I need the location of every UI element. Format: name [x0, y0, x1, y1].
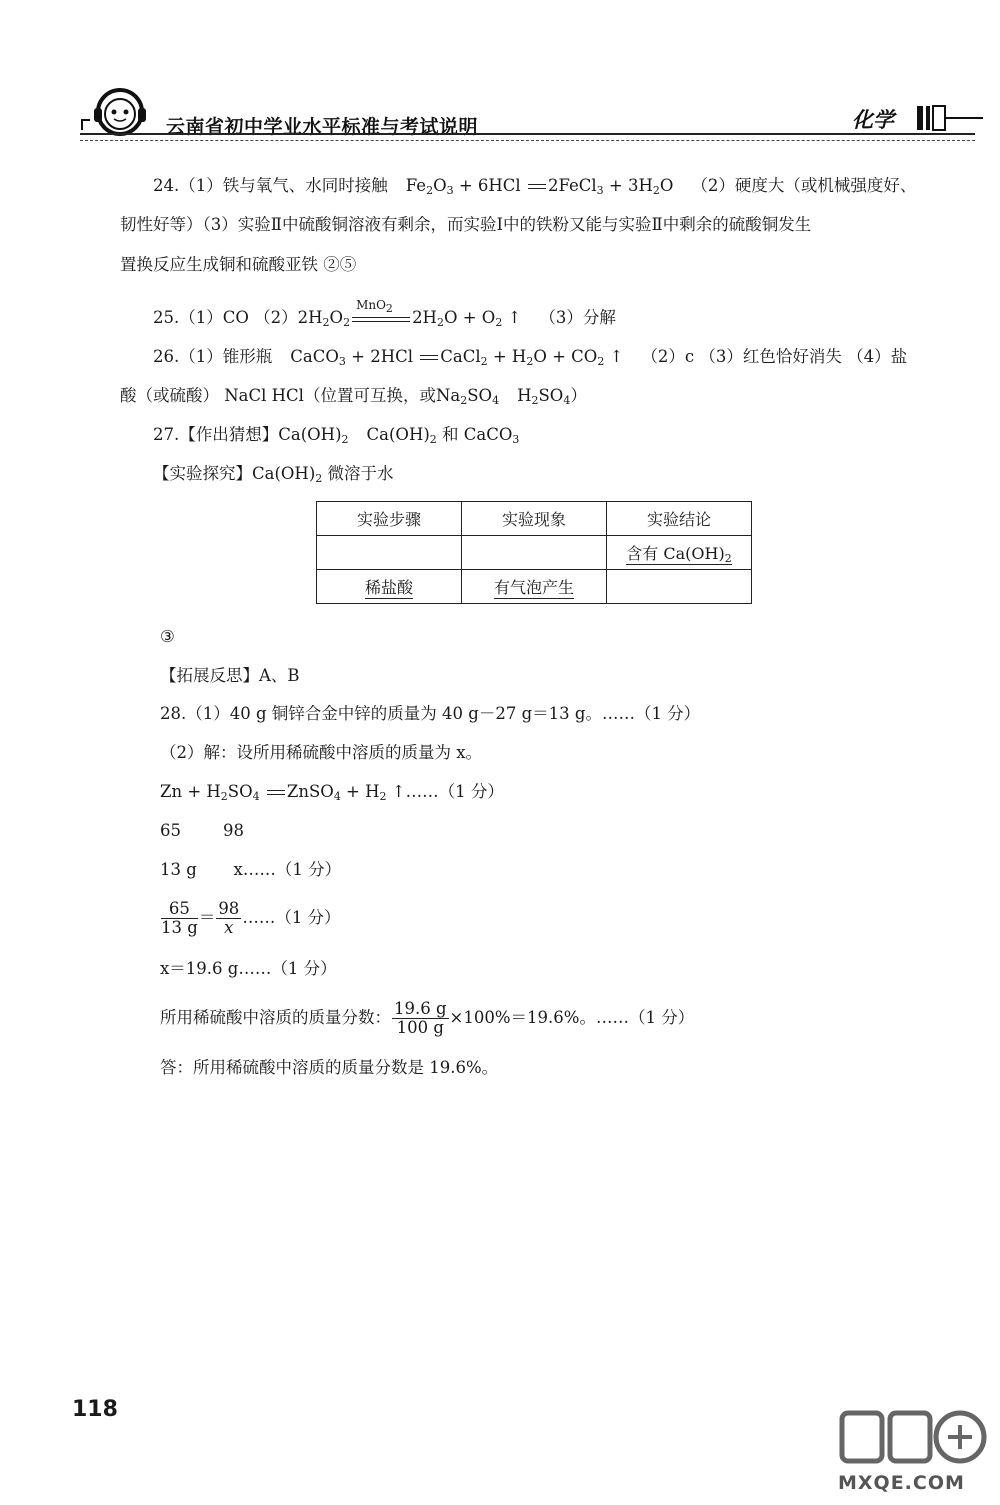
- q28-result: x＝19.6 g……（1 分）: [160, 959, 337, 978]
- q27-explore: 【实验探究】$Ca(OH)_2$ 微溶于水: [153, 464, 394, 485]
- header-rule: [80, 133, 975, 135]
- table-cell: [607, 570, 752, 604]
- q27-answer: ③: [160, 627, 175, 646]
- table-row: [317, 536, 752, 570]
- experiment-table: [316, 501, 752, 604]
- q25-line: 25.（1）CO $(2)2H_2O_2$ MnO$_2$ $2H_2O + O_2$ ↑ （3）分解: [153, 297, 616, 329]
- watermark-text: MXQE.COM: [838, 1472, 965, 1494]
- book-title: 云南省初中学业水平标准与考试说明: [166, 116, 479, 138]
- q28-molar-masses: 65 98: [160, 821, 244, 840]
- q28-equation: $Zn + H_2SO_4$ ZnSO$_4$ + $H_2$ ↑……（1 分）: [160, 782, 504, 803]
- q24-line-2: 韧性好等）（3）实验Ⅱ中硫酸铜溶液有剩余，而实验Ⅰ中的铁粉又能与实验Ⅱ中剩余的硫酸铜发生: [120, 215, 812, 234]
- header-dashed-rule: [80, 140, 975, 141]
- book-icon: [915, 98, 985, 138]
- q27-conjecture: 27.【作出猜想】$Ca(OH)_2$ $Ca(OH)_2$ 和 CaCO$_3$: [153, 425, 520, 446]
- subject-label: 化学: [852, 108, 894, 132]
- table-cell: [317, 536, 462, 570]
- q27-reflect: 【拓展反思】A、B: [160, 666, 300, 685]
- table-header-row: [317, 502, 752, 536]
- q24-line-1: 24.（1）铁与氧气、水同时接触 $Fe_2O_3 + 6HCl$ 2FeCl$_3$ + $3H_2O$ （2）硬度大（或机械强度好、: [153, 176, 917, 197]
- q28-part-1: 28.（1）40 g 铜锌合金中锌的质量为 40 g－27 g＝13 g。……（1 分）: [160, 704, 701, 723]
- q28-fraction-line: 所用稀硫酸中溶质的质量分数： $\frac{19.6 g}{100 g}$ ×100%＝19.6%。……（1 分）: [160, 999, 695, 1037]
- table-header-cell: 实验现象: [462, 502, 607, 536]
- fraction: $\frac{65}{13 g}$: [161, 899, 198, 937]
- catalyst-arrow: MnO$_2$: [352, 308, 410, 330]
- page-header: [80, 78, 980, 148]
- q28-part-2: （2）解：设所用稀硫酸中溶质的质量为 x。: [160, 743, 483, 762]
- table-cell: [462, 536, 607, 570]
- q26-line-2: 酸（或硫酸） NaCl HCl（位置可互换，或$Na_2SO_4$ $H_2SO_4$）: [120, 386, 587, 407]
- q28-answer: 答：所用稀硫酸中溶质的质量分数是 19.6%。: [160, 1058, 499, 1077]
- q26-line-1: 26.（1）锥形瓶 CaCO$_3$ + 2HCl CaCl$_2$ + $H_2O + CO_2$ ↑ （2）c （3）红色恰好消失 （4）盐: [153, 347, 908, 368]
- page-number: 118: [72, 1397, 118, 1422]
- table-header-cell: 实验结论: [607, 502, 752, 536]
- table-cell: 含有 $Ca(OH)_2$: [607, 536, 752, 570]
- table-header-cell: 实验步骤: [317, 502, 462, 536]
- q28-proportion: $\frac{65}{13 g}$ ＝ $\frac{98}{x}$ ……（1 分）: [161, 899, 341, 937]
- table-cell: 有气泡产生: [462, 570, 607, 604]
- table-row: [317, 570, 752, 604]
- q28-masses: 13 g x……（1 分）: [160, 860, 342, 879]
- table-cell: 稀盐酸: [317, 570, 462, 604]
- fraction: $\frac{19.6 g}{100 g}$: [394, 999, 447, 1037]
- fraction: $\frac{98}{x}$: [218, 899, 240, 937]
- q24-line-3: 置换反应生成铜和硫酸亚铁 ②⑤: [120, 255, 357, 274]
